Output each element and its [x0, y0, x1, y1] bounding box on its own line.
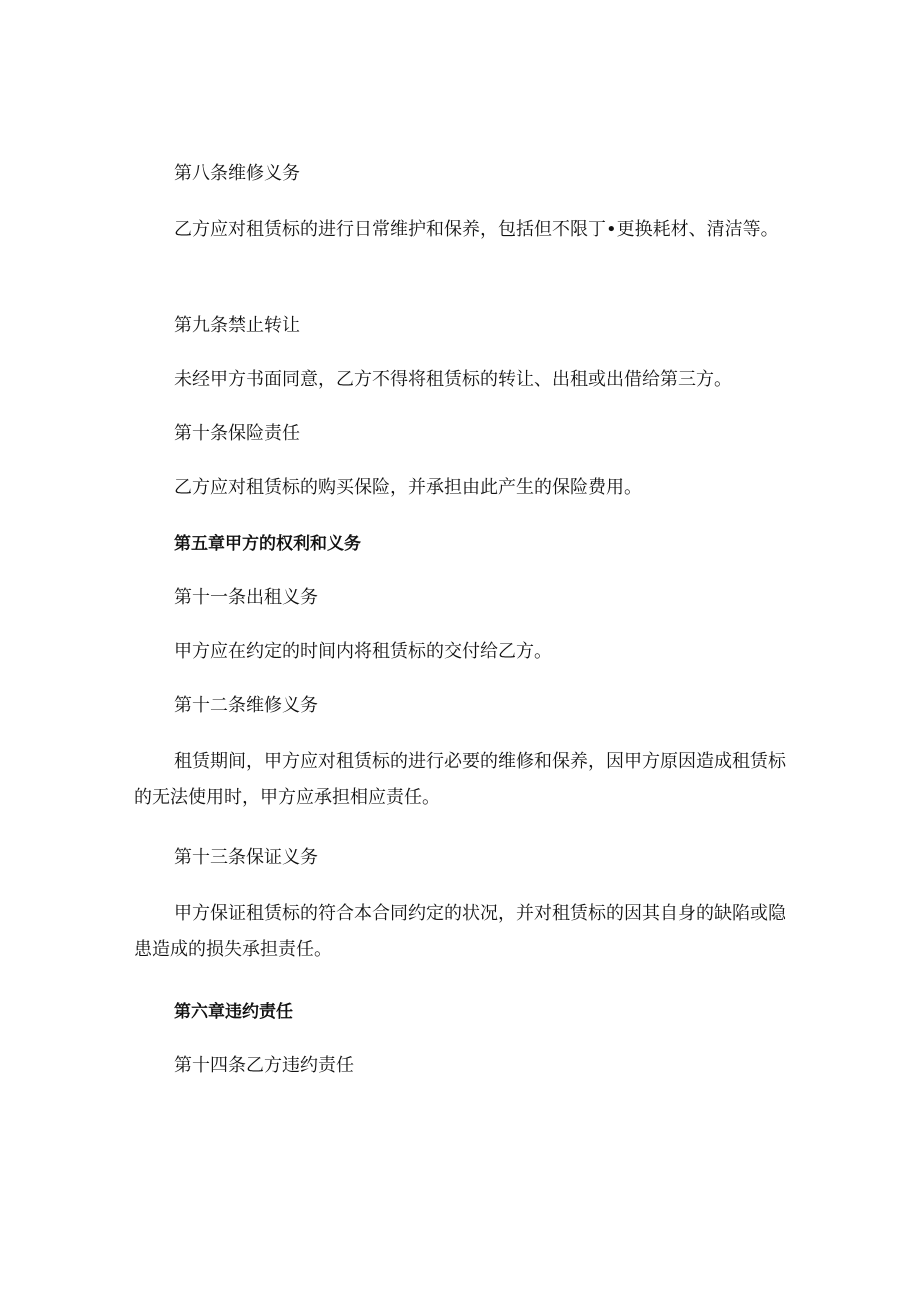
- article-14-heading: 第十四条乙方违约责任: [174, 1055, 354, 1076]
- article-11-body: 甲方应在约定的时间内将租赁标的交付给乙方。: [174, 641, 552, 662]
- article-13-heading: 第十三条保证义务: [174, 847, 318, 868]
- article-8-heading: 第八条维修义务: [174, 163, 300, 184]
- article-12-heading: 第十二条维修义务: [174, 695, 318, 716]
- article-9-heading: 第九条禁止转让: [174, 315, 300, 336]
- article-10-body: 乙方应对租赁标的购买保险，并承担由此产生的保险费用。: [174, 477, 642, 498]
- article-8-body: 乙方应对租赁标的进行日常维护和保养，包括但不限丁•更换耗材、清洁等。: [174, 219, 779, 240]
- chapter-5-heading: 第五章甲方的权利和义务: [174, 534, 361, 554]
- chapter-6-heading: 第六章违约责任: [174, 1002, 293, 1022]
- article-10-heading: 第十条保险责任: [174, 423, 300, 444]
- article-11-heading: 第十一条出租义务: [174, 587, 318, 608]
- article-13-body: 甲方保证租赁标的符合本合同约定的状况，并对租赁标的因其自身的缺陷或隐患造成的损失承担责任。: [134, 903, 786, 960]
- article-9-body: 未经甲方书面同意，乙方不得将租赁标的转让、出租或出借给第三方。: [174, 369, 732, 390]
- article-12-body: 租赁期间，甲方应对租赁标的进行必要的维修和保养，因甲方原因造成租赁标的无法使用时，甲方应承担相应责任。: [134, 751, 786, 808]
